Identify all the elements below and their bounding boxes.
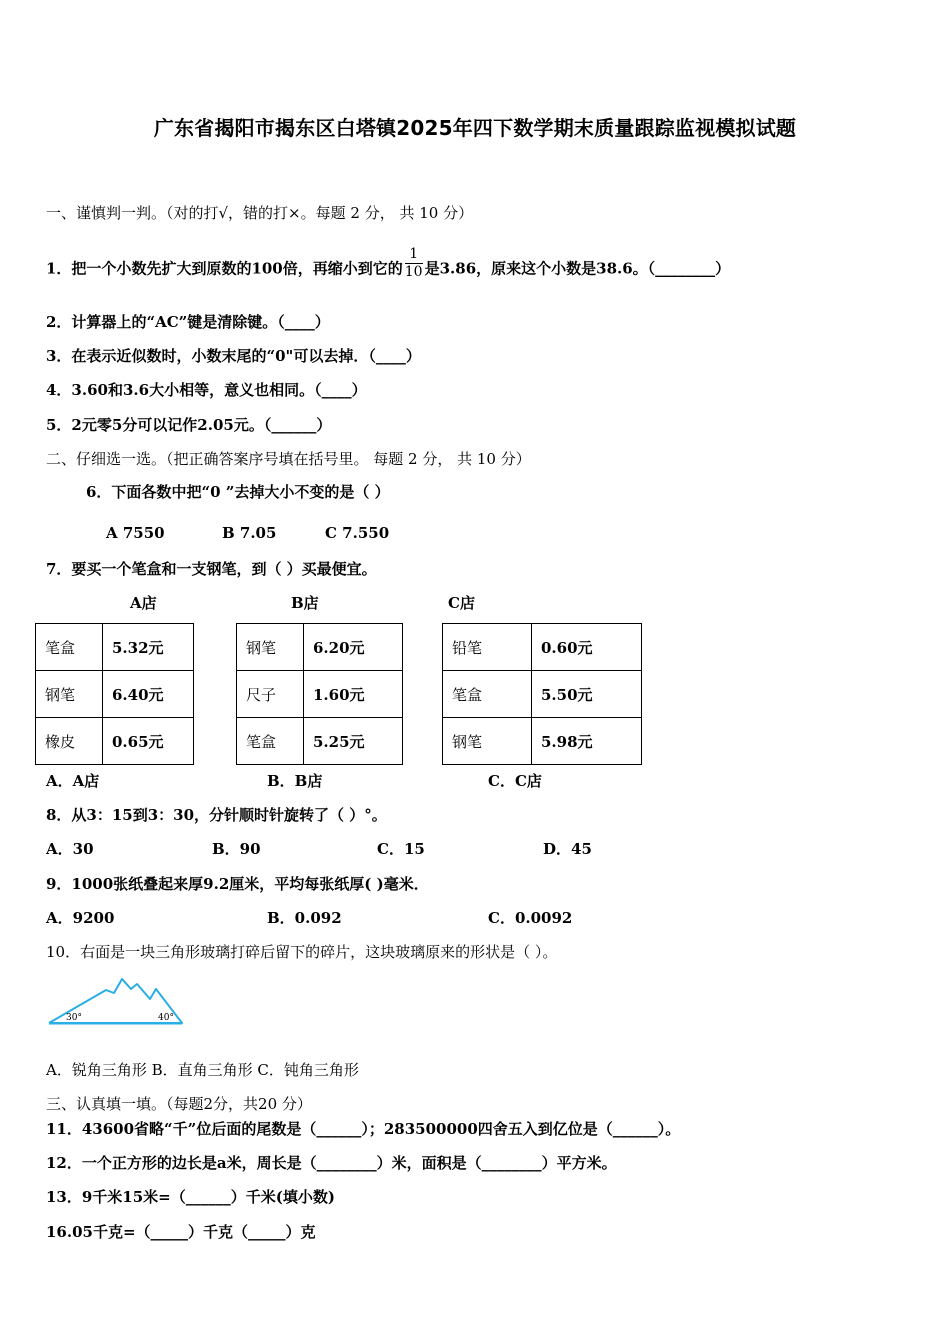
question-6: 6．下面各数中把“0 ”去掉大小不变的是（ ） xyxy=(86,483,390,501)
section-1-heading: 一、谨慎判一判。（对的打√，错的打×。每题 2 分， 共 10 分） xyxy=(46,204,474,222)
q6-option-c: C 7.550 xyxy=(325,524,390,542)
q6-option-a: A 7550 xyxy=(106,524,165,542)
store-c-title: C店 xyxy=(448,594,475,612)
q8-option-a: A．30 xyxy=(46,840,94,858)
price-cell: 5.98元 xyxy=(532,718,642,765)
table-row xyxy=(237,671,403,718)
price-cell: 1.60元 xyxy=(304,671,403,718)
q8-option-c: C．15 xyxy=(377,840,425,858)
question-4: 4．3.60和3.6大小相等，意义也相同。（____） xyxy=(46,381,367,399)
question-7: 7．要买一个笔盒和一支钢笔，到（ ）买最便宜。 xyxy=(46,560,377,578)
price-cell: 0.65元 xyxy=(103,718,194,765)
price-cell: 5.25元 xyxy=(304,718,403,765)
item-cell: 铅笔 xyxy=(443,624,532,671)
fraction xyxy=(405,246,423,281)
q9-option-b: B．0.092 xyxy=(267,909,342,927)
store-c-table xyxy=(442,623,642,765)
store-b-table xyxy=(236,623,403,765)
table-row xyxy=(443,624,642,671)
question-12: 12．一个正方形的边长是a米，周长是（________）米，面积是（________）平方米。 xyxy=(46,1154,617,1172)
question-1-text-after: 是3.86，原来这个小数是38.6。（________） xyxy=(424,259,731,278)
table-row xyxy=(36,671,194,718)
question-1-text-before: 1．把一个小数先扩大到原数的100倍，再缩小到它的 xyxy=(46,259,403,278)
item-cell: 笔盒 xyxy=(36,624,103,671)
item-cell: 钢笔 xyxy=(237,624,304,671)
question-13: 13．9千米15米=（______）千米(填小数) xyxy=(46,1188,335,1206)
q7-option-c: C．C店 xyxy=(488,772,542,790)
fraction-numerator: 1 xyxy=(405,246,423,264)
store-a-title: A店 xyxy=(130,594,157,612)
fraction-denominator: 10 xyxy=(404,264,423,280)
store-a-table xyxy=(35,623,194,765)
question-5: 5．2元零5分可以记作2.05元。（______） xyxy=(46,416,332,434)
table-row xyxy=(237,624,403,671)
angle-label-right: 40° xyxy=(158,1013,174,1023)
question-1 xyxy=(46,246,731,287)
store-b-title: B店 xyxy=(291,594,319,612)
question-10: 10．右面是一块三角形玻璃打碎后留下的碎片，这块玻璃原来的形状是（ ）。 xyxy=(46,943,558,961)
q7-option-b: B．B店 xyxy=(267,772,323,790)
page-title: 广东省揭阳市揭东区白塔镇2025年四下数学期末质量跟踪监视模拟试题 xyxy=(153,116,797,140)
question-8: 8．从3：15到3：30，分针顺时针旋转了（ ）°。 xyxy=(46,806,387,824)
question-9: 9．1000张纸叠起来厚9.2厘米，平均每张纸厚( )毫米． xyxy=(46,875,429,893)
question-3: 3．在表示近似数时，小数末尾的“0"可以去掉．（____） xyxy=(46,347,421,365)
price-cell: 6.40元 xyxy=(103,671,194,718)
table-row xyxy=(443,671,642,718)
item-cell: 尺子 xyxy=(237,671,304,718)
table-row xyxy=(443,718,642,765)
section-3-heading: 三、认真填一填。（每题2分，共20 分） xyxy=(46,1095,312,1113)
angle-label-left: 30° xyxy=(66,1013,82,1023)
price-cell: 5.50元 xyxy=(532,671,642,718)
q8-option-b: B．90 xyxy=(212,840,261,858)
table-row xyxy=(237,718,403,765)
price-cell: 5.32元 xyxy=(103,624,194,671)
item-cell: 钢笔 xyxy=(443,718,532,765)
item-cell: 橡皮 xyxy=(36,718,103,765)
question-14: 16.05千克=（_____）千克（_____）克 xyxy=(46,1223,316,1241)
section-2-heading: 二、仔细选一选。（把正确答案序号填在括号里。 每题 2 分， 共 10 分） xyxy=(46,450,531,468)
item-cell: 钢笔 xyxy=(36,671,103,718)
q8-option-d: D．45 xyxy=(543,840,592,858)
question-11: 11．43600省略“千”位后面的尾数是（______）；283500000四舍五入到亿位是（______）。 xyxy=(46,1120,681,1138)
q9-option-a: A．9200 xyxy=(46,909,115,927)
q7-option-a: A．A店 xyxy=(46,772,100,790)
question-2: 2．计算器上的“AC”键是清除键。（____） xyxy=(46,313,330,331)
table-row xyxy=(36,624,194,671)
broken-glass-triangle xyxy=(46,975,188,1027)
q6-option-b: B 7.05 xyxy=(222,524,277,542)
price-cell: 6.20元 xyxy=(304,624,403,671)
item-cell: 笔盒 xyxy=(443,671,532,718)
table-row xyxy=(36,718,194,765)
q10-options: A．锐角三角形 B．直角三角形 C．钝角三角形 xyxy=(46,1061,359,1079)
item-cell: 笔盒 xyxy=(237,718,304,765)
price-cell: 0.60元 xyxy=(532,624,642,671)
q9-option-c: C．0.0092 xyxy=(488,909,573,927)
